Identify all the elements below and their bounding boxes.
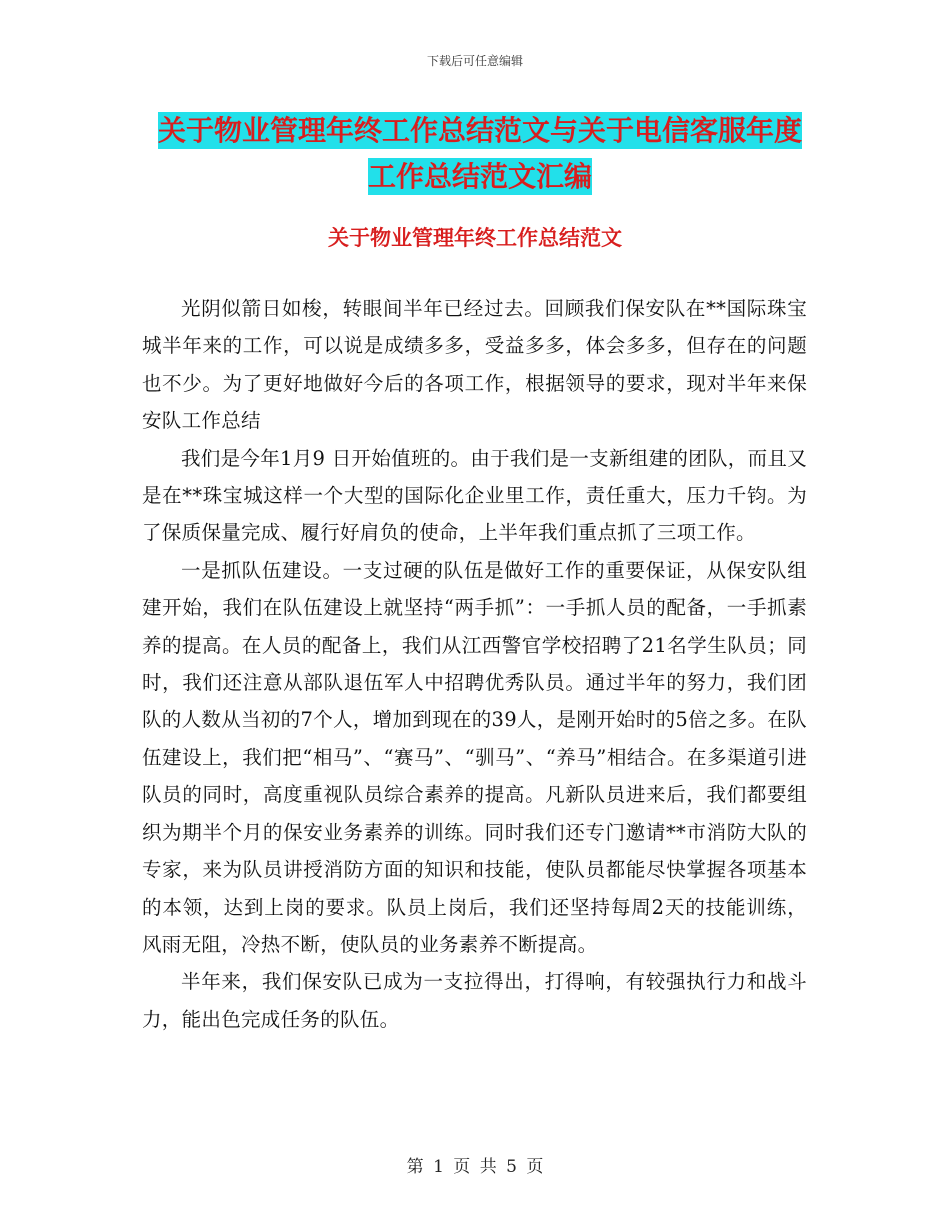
title-line-1: 关于物业管理年终工作总结范文与关于电信客服年度 [157,114,802,147]
header-note: 下载后可任意编辑 [426,54,523,68]
document-title [140,108,820,200]
paragraph: 光阴似箭日如梭，转眼间半年已经过去。回顾我们保安队在**国际珠宝城半年来的工作，可以说是成绩多多，受益多多，体会多多，但存在的问题也不少。为了更好地做好今后的各项工作，根据领导的要求，现对半年来保安队工作总结 [142,297,807,433]
paragraph: 半年来，我们保安队已成为一支拉得出，打得响，有较强执行力和战斗力，能出色完成任务的队伍。 [142,970,807,1031]
section-title: 关于物业管理年终工作总结范文 [328,225,622,250]
title-line-2: 工作总结范文汇编 [367,160,592,193]
body-text [142,290,807,1038]
paragraph: 一是抓队伍建设。一支过硬的队伍是做好工作的重要保证，从保安队组建开始，我们在队伍建设上就坚持“两手抓”：一手抓人员的配备，一手抓素养的提高。在人员的配备上，我们从江西警官学校招聘了21名学生队员；同时，我们还注意从部队退伍军人中招聘优秀队员。通过半年的努力，我们团队的人数从当初的7个人，增加到现在的39人，是刚开始时的5倍之多。在队伍建设上，我们把“相马”、“赛马”、“驯马”、“养马”相结合。在多渠道引进队员的同时，高度重视队员综合素养的提高。凡新队员进来后，我们都要组织为期半个月的保安业务素养的训练。同时我们还专门邀请**市消防大队的专家，来为队员讲授消防方面的知识和技能，使队员都能尽快掌握各项基本的本领，达到上岗的要求。队员上岗后，我们还坚持每周2天的技能训练，风雨无阻，冷热不断，使队员的业务素养不断提高。 [142,558,807,956]
paragraph: 我们是今年1月9 日开始值班的。由于我们是一支新组建的团队，而且又是在**珠宝城这样一个大型的国际化企业里工作，责任重大，压力千钧。为了保质保量完成、履行好肩负的使命，上半年我们重点抓了三项工作。 [142,446,807,545]
page-footer: 第 1 页 共 5 页 [406,1157,544,1177]
